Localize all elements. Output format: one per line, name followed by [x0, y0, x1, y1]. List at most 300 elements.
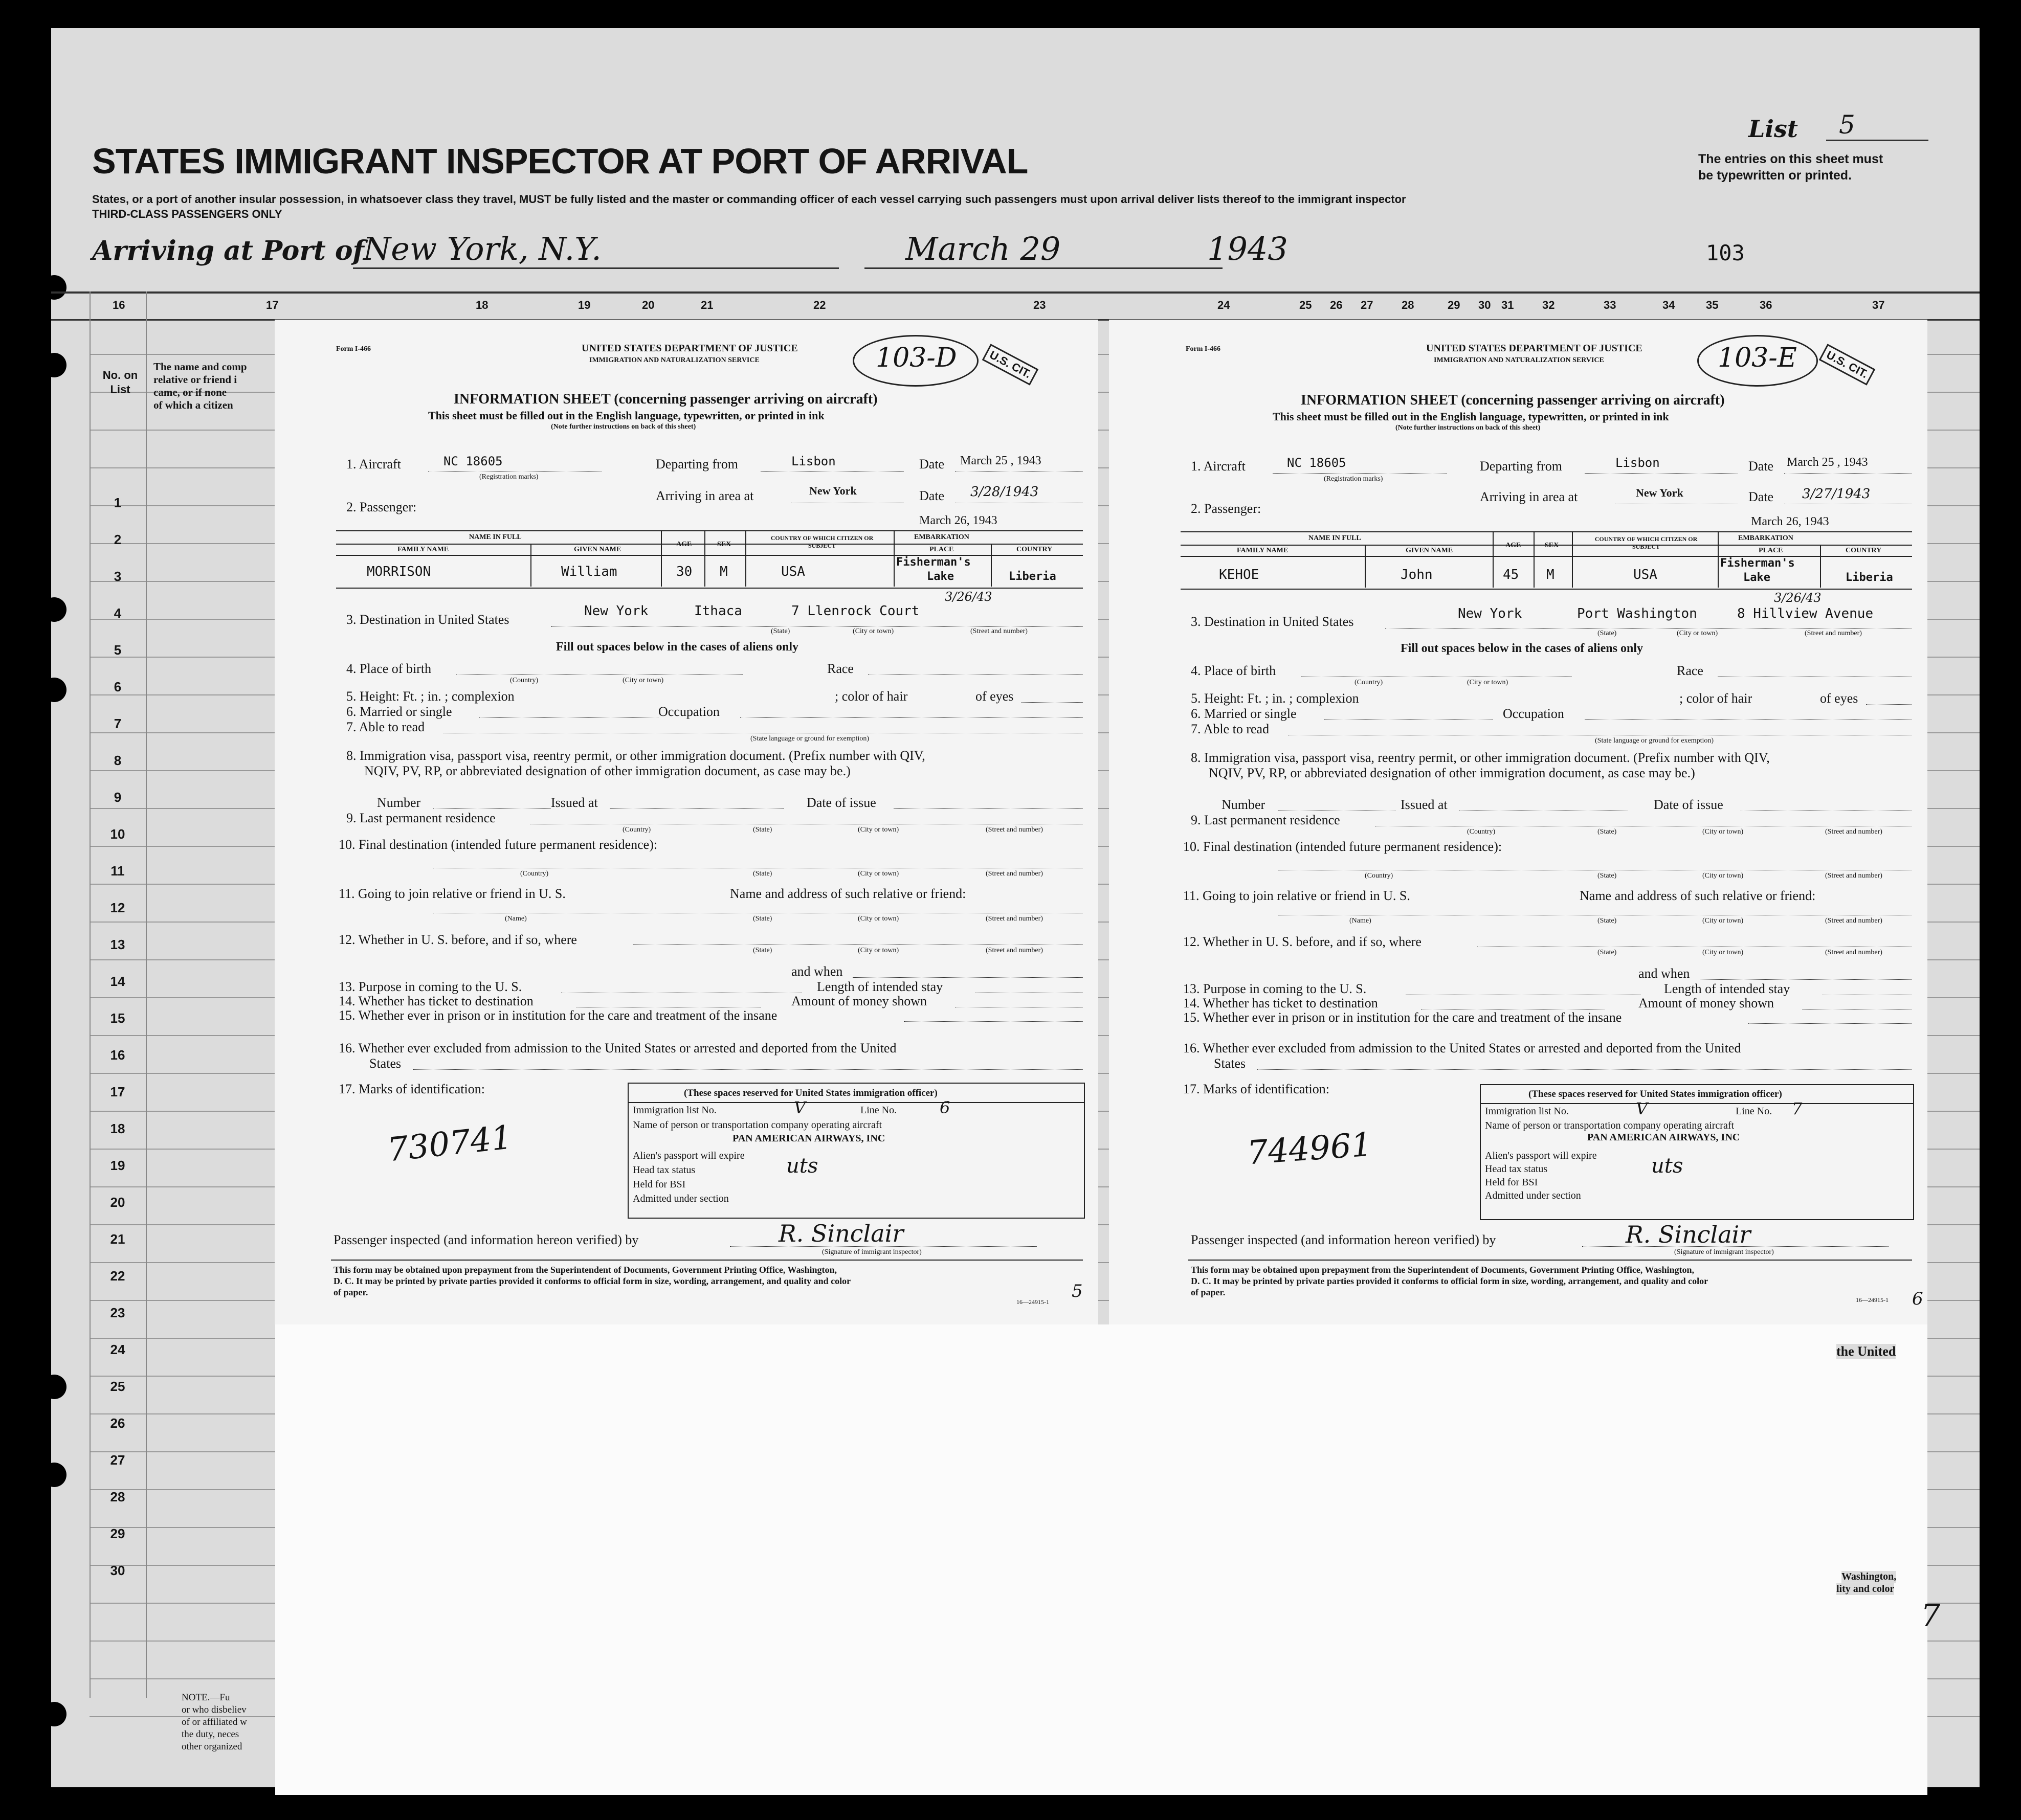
street-label: (Street and number)	[986, 915, 1043, 923]
col-header: 26	[1330, 299, 1343, 311]
q7-label: 7. Able to read	[346, 720, 425, 734]
street-label: (Street and number)	[970, 627, 1028, 635]
city-label: (City or town)	[1702, 949, 1744, 956]
q16-line	[413, 1069, 1083, 1070]
row-number: 10	[110, 826, 125, 842]
table-col-rule	[1365, 545, 1366, 588]
state-label: (State)	[753, 826, 772, 834]
operator-value: PAN AMERICAN AIRWAYS, INC	[732, 1133, 885, 1144]
margin-mark: 7	[1921, 1598, 1941, 1634]
sex-value: M	[720, 564, 728, 579]
q11-label: 11. Going to join relative or friend in U. S.	[339, 886, 566, 901]
date-label: Date	[1748, 489, 1774, 504]
information-sheet-a	[275, 320, 1098, 1324]
table-col-rule	[745, 530, 746, 587]
stay-label: Length of intended stay	[1664, 981, 1790, 996]
footer-line-3: of paper.	[334, 1287, 368, 1297]
number-label: Number	[1222, 797, 1265, 812]
imm-list-value: V	[794, 1098, 806, 1117]
col-header: 24	[1217, 299, 1230, 311]
arrive-date-value: 3/28/1943	[970, 484, 1039, 500]
embarkation-header: EMBARKATION	[1738, 534, 1793, 542]
form-heading: INFORMATION SHEET (concerning passenger arriving on aircraft)	[1301, 392, 1725, 408]
country-label: (Country)	[1467, 828, 1496, 836]
dest-date-note: 3/26/43	[1774, 591, 1822, 605]
table-col-rule	[1534, 531, 1535, 588]
form-instructions: This sheet must be filled out in the English language, typewritten, or printed in ink	[428, 409, 825, 422]
lang-label: (State language or ground for exemption)	[750, 735, 870, 743]
place-value-2: Lake	[1743, 571, 1770, 584]
age-header: AGE	[1505, 542, 1521, 549]
eyes-label: of eyes	[1820, 691, 1858, 706]
head-tax-label: Head tax status	[1485, 1163, 1548, 1175]
row-number: 26	[110, 1415, 125, 1431]
footnote-line: the duty, neces	[182, 1729, 239, 1740]
state-label: (State)	[753, 915, 772, 923]
line-no-label: Line No.	[860, 1105, 897, 1116]
citizen-header: COUNTRY OF WHICH CITIZEN OR SUBJECT	[770, 534, 874, 549]
q5-label: 5. Height: Ft. ; in. ; complexion	[346, 689, 515, 704]
country-header: COUNTRY	[1016, 546, 1053, 553]
q6-label: 6. Married or single	[1191, 706, 1297, 721]
col-header: 18	[476, 299, 488, 311]
q3-line	[551, 626, 1083, 627]
table-col-rule	[1572, 531, 1573, 588]
country-label: (Country)	[1365, 872, 1393, 880]
row-number: 6	[114, 679, 122, 694]
citizen-value: USA	[781, 564, 805, 579]
eyes-line	[1021, 702, 1083, 703]
state-label: (State)	[1597, 917, 1617, 925]
list-number: 5	[1826, 110, 1928, 141]
date-depart-value: March 25 , 1943	[960, 454, 1041, 467]
us-cit-stamp: U.S. CIT.	[982, 344, 1039, 386]
page-title: STATES IMMIGRANT INSPECTOR AT PORT OF ARRIVAL	[92, 141, 1028, 181]
q16b-label: States	[369, 1056, 402, 1071]
footer-line-1: This form may be obtained upon prepayment from the Superintendent of Documents, Government Printing Office, Washington,	[1191, 1265, 1695, 1275]
admitted-label: Admitted under section	[1485, 1190, 1581, 1201]
row-number: 17	[110, 1084, 125, 1099]
q14-label: 14. Whether has ticket to destination	[339, 994, 534, 1008]
subtitle-line-1: States, or a port of another insular possession, in whatsoever class they travel, MUST be fully listed and the master or commanding officer of each vessel carrying such passengers must upon arrival deliver lists thereof to the immigrant inspector	[92, 193, 1406, 206]
sex-header: SEX	[717, 541, 731, 548]
row-number: 11	[110, 863, 125, 879]
q4-label: 4. Place of birth	[346, 661, 432, 676]
table-col-rule	[1493, 531, 1494, 588]
entries-note-2: be typewritten or printed.	[1698, 168, 1852, 183]
q15-label: 15. Whether ever in prison or in institution for the care and treatment of the insane	[339, 1008, 778, 1023]
place-value-1: Fisherman's	[1720, 557, 1795, 570]
operator-value: PAN AMERICAN AIRWAYS, INC	[1587, 1132, 1740, 1143]
table-col-rule	[1820, 545, 1821, 588]
arriving-label: Arriving in area at	[1480, 489, 1578, 504]
city-label: (City or town)	[623, 677, 664, 684]
money-label: Amount of money shown	[791, 994, 927, 1008]
signature-label: (Signature of immigrant inspector)	[822, 1248, 922, 1256]
q17-label: 17. Marks of identification:	[1183, 1082, 1329, 1096]
line-no-value: 6	[940, 1098, 950, 1117]
age-value: 30	[676, 564, 693, 579]
form-note: (Note further instructions on back of this sheet)	[551, 423, 696, 431]
date-typed: March 26, 1943	[919, 514, 997, 527]
inspector-signature: R. Sinclair	[779, 1220, 904, 1247]
arrive-date-value: 3/27/1943	[1802, 486, 1871, 502]
q11-label: 11. Going to join relative or friend in U. S.	[1183, 888, 1410, 903]
subtitle-line-2: THIRD-CLASS PASSENGERS ONLY	[92, 208, 282, 220]
age-header: AGE	[676, 541, 692, 548]
date-label: Date	[919, 457, 945, 471]
row-number: 13	[110, 937, 125, 952]
dest-date-note: 3/26/43	[945, 590, 992, 604]
us-cit-stamp: U.S. CIT.	[1819, 344, 1876, 386]
form-number: Form I-466	[336, 345, 371, 353]
aliens-note: Fill out spaces below in the cases of aliens only	[1401, 642, 1644, 655]
sex-value: M	[1546, 567, 1554, 582]
q16-line	[1257, 1069, 1912, 1070]
marks-of-identification: 744961	[1246, 1126, 1373, 1173]
street-label: (Street and number)	[986, 870, 1043, 878]
q8a-label: 8. Immigration visa, passport visa, reentry permit, or other immigration document. (Prefix number with QIV,	[1191, 750, 1770, 765]
occupation-label: Occupation	[658, 704, 720, 719]
row-number: 19	[110, 1158, 125, 1173]
blank-paper-insert	[275, 1324, 1927, 1795]
name-label: (Name)	[505, 915, 527, 923]
right-fragment: the United	[1836, 1344, 1896, 1359]
row-number: 24	[110, 1342, 125, 1357]
q13-label: 13. Purpose in coming to the U. S.	[1183, 981, 1367, 996]
q4-label: 4. Place of birth	[1191, 663, 1276, 678]
signature-label: (Signature of immigrant inspector)	[1674, 1248, 1774, 1256]
row-number: 23	[110, 1305, 125, 1320]
q8a-label: 8. Immigration visa, passport visa, reentry permit, or other immigration document. (Prefix number with QIV,	[346, 748, 925, 763]
reserved-label: (These spaces reserved for United States immigration officer)	[1528, 1089, 1782, 1099]
right-fragment: Washington,	[1841, 1571, 1897, 1582]
table-col-rule	[704, 530, 705, 587]
occupation-label: Occupation	[1503, 706, 1564, 721]
street-label: (Street and number)	[1825, 917, 1882, 925]
given-name-header: GIVEN NAME	[1406, 547, 1453, 554]
row-number: 28	[110, 1489, 125, 1504]
q1-label: 1. Aircraft	[1191, 459, 1246, 474]
table-col-rule	[991, 544, 992, 587]
q15-line	[904, 1021, 1083, 1022]
city-label: (City or town)	[853, 627, 894, 635]
q2-label: 2. Passenger:	[1191, 501, 1261, 516]
when-line	[1700, 979, 1912, 980]
col-header: 16	[113, 299, 125, 311]
row-number: 1	[114, 495, 122, 510]
information-sheet-b	[1109, 320, 1927, 1324]
no-on-list-header: No. on List	[102, 369, 138, 396]
aliens-note: Fill out spaces below in the cases of aliens only	[556, 640, 799, 654]
city-label: (City or town)	[1677, 630, 1718, 637]
q17-label: 17. Marks of identification:	[339, 1082, 485, 1096]
q12-label: 12. Whether in U. S. before, and if so, where	[339, 932, 577, 947]
street-label: (Street and number)	[1825, 949, 1882, 956]
arrival-date: March 29	[864, 230, 1223, 269]
page-subtitle	[92, 192, 1406, 221]
q6-line	[479, 717, 658, 718]
lang-label: (State language or ground for exemption)	[1595, 737, 1714, 745]
given-name-value: William	[561, 564, 617, 579]
q11b-label: Name and address of such relative or friend:	[1580, 888, 1816, 903]
arriving-label: Arriving at Port of	[92, 235, 364, 266]
reg-marks-label: (Registration marks)	[479, 473, 539, 481]
when-label: and when	[1638, 966, 1690, 981]
q9-label: 9. Last permanent residence	[346, 811, 496, 825]
passenger-table	[336, 530, 1083, 589]
footer-line-3: of paper.	[1191, 1287, 1226, 1297]
city-label: (City or town)	[1702, 828, 1744, 836]
head-tax-value: uts	[786, 1154, 818, 1178]
row-number: 22	[110, 1268, 125, 1284]
left-column-text	[153, 361, 271, 412]
arriving-label: Arriving in area at	[656, 488, 754, 503]
q11b-label: Name and address of such relative or friend:	[730, 886, 966, 901]
state-label: (State)	[753, 870, 772, 878]
q16a-label: 16. Whether ever excluded from admission to the United States or arrested and deported from the United	[339, 1041, 897, 1055]
eyes-line	[1866, 704, 1912, 705]
inspected-label: Passenger inspected (and information hereon verified) by	[1191, 1232, 1496, 1247]
state-label: (State)	[1597, 630, 1617, 637]
service-name: IMMIGRATION AND NATURALIZATION SERVICE	[589, 356, 760, 364]
q15-label: 15. Whether ever in prison or in institution for the care and treatment of the insane	[1183, 1010, 1622, 1025]
q16b-label: States	[1214, 1056, 1246, 1071]
state-label: (State)	[1597, 872, 1617, 880]
q8b-label: NQIV, PV, RP, or abbreviated designation of other immigration document, as case may be.)	[364, 763, 851, 778]
col-header: 20	[642, 299, 655, 311]
race-label: Race	[1677, 663, 1703, 678]
arrival-year: 1943	[1207, 230, 1288, 267]
citizen-header: COUNTRY OF WHICH CITIZEN OR SUBJECT	[1594, 535, 1698, 550]
margin-mark: 5	[1072, 1281, 1083, 1301]
place-value-1: Fisherman's	[896, 556, 971, 569]
table-col-rule	[894, 530, 895, 587]
city-label: (City or town)	[1702, 872, 1744, 880]
q3-label: 3. Destination in United States	[1191, 614, 1354, 629]
row-number: 21	[110, 1231, 125, 1247]
footnote-line: NOTE.—Fu	[182, 1692, 230, 1703]
occupation-line	[740, 717, 1083, 718]
form-number: Form I-466	[1186, 345, 1221, 353]
q5-label: 5. Height: Ft. ; in. ; complexion	[1191, 691, 1359, 706]
left-col-line: relative or friend i	[153, 373, 237, 386]
footnote-line: or who disbeliev	[182, 1704, 247, 1715]
country-header: COUNTRY	[1846, 547, 1882, 554]
dest-city-value: Port Washington	[1577, 606, 1697, 621]
table-col-rule	[1718, 531, 1719, 588]
dest-street-value: 7 Llenrock Court	[791, 603, 920, 619]
margin-mark: 6	[1912, 1289, 1923, 1309]
column-header-row	[51, 291, 1980, 321]
city-label: (City or town)	[858, 826, 899, 834]
passport-exp-label: Alien's passport will expire	[633, 1150, 745, 1161]
row-number: 20	[110, 1195, 125, 1210]
form-note: (Note further instructions on back of this sheet)	[1395, 424, 1541, 432]
imm-list-label: Immigration list No.	[1485, 1106, 1569, 1117]
name-label: (Name)	[1349, 917, 1371, 925]
col-header: 36	[1760, 299, 1772, 311]
col-header: 17	[266, 299, 279, 311]
street-label: (Street and number)	[1825, 828, 1882, 836]
family-name-header: FAMILY NAME	[1237, 547, 1289, 554]
col-header: 27	[1361, 299, 1373, 311]
state-label: (State)	[1597, 828, 1617, 836]
table-rule	[336, 555, 1083, 556]
left-col-line: of which a citizen	[153, 399, 233, 411]
state-label: (State)	[771, 627, 790, 635]
departing-label: Departing from	[1480, 459, 1563, 474]
place-header: PLACE	[1759, 547, 1783, 554]
col-header: 25	[1299, 299, 1312, 311]
row-number: 3	[114, 569, 122, 584]
dept-name: UNITED STATES DEPARTMENT OF JUSTICE	[1426, 343, 1642, 354]
admitted-label: Admitted under section	[633, 1193, 729, 1204]
number-label: Number	[377, 795, 421, 810]
q1-label: 1. Aircraft	[346, 457, 401, 471]
arrive-area-value: New York	[1636, 486, 1683, 499]
race-label: Race	[827, 661, 854, 676]
col-header: 23	[1033, 299, 1046, 311]
entries-note-1: The entries on this sheet must	[1698, 152, 1883, 166]
held-bsi-label: Held for BSI	[1485, 1177, 1538, 1188]
marks-of-identification: 730741	[385, 1118, 514, 1170]
country-label: (Country)	[623, 826, 651, 834]
q15-line	[1748, 1023, 1912, 1024]
number-line	[433, 808, 551, 809]
dest-state-value: New York	[1458, 606, 1522, 621]
col-header: 30	[1478, 299, 1491, 311]
city-label: (City or town)	[1702, 917, 1744, 925]
form-heading: INFORMATION SHEET (concerning passenger arriving on aircraft)	[454, 391, 878, 407]
footer-line-1: This form may be obtained upon prepayment from the Superintendent of Documents, Government Printing Office, Washington,	[334, 1265, 837, 1275]
row-number: 14	[110, 974, 125, 989]
row-number: 15	[110, 1010, 125, 1026]
id-mark: 103-E	[1718, 343, 1797, 373]
family-name-header: FAMILY NAME	[397, 546, 449, 553]
table-rule	[336, 544, 1083, 545]
eyes-label: of eyes	[975, 689, 1014, 704]
footer-rule	[1188, 1260, 1912, 1261]
inspector-signature: R. Sinclair	[1626, 1221, 1751, 1248]
head-tax-label: Head tax status	[633, 1164, 696, 1176]
age-value: 45	[1503, 567, 1519, 582]
q13-label: 13. Purpose in coming to the U. S.	[339, 979, 522, 994]
street-label: (Street and number)	[1805, 630, 1862, 637]
left-col-line: came, or if none	[153, 386, 227, 398]
footer-line-2: D. C. It may be printed by private parties provided it conforms to official form in size, wording, arrangement, and quality and color	[334, 1276, 851, 1286]
footer-rule	[331, 1260, 1083, 1261]
q14-label: 14. Whether has ticket to destination	[1183, 996, 1378, 1010]
sheet-number: 103	[1706, 240, 1745, 265]
service-name: IMMIGRATION AND NATURALIZATION SERVICE	[1434, 356, 1604, 364]
money-label: Amount of money shown	[1638, 996, 1774, 1010]
q8b-label: NQIV, PV, RP, or abbreviated designation of other immigration document, as case may be.)	[1209, 766, 1695, 780]
date-issue-line	[894, 808, 1083, 809]
q2-label: 2. Passenger:	[346, 500, 417, 514]
country-label: (Country)	[510, 677, 539, 684]
sex-header: SEX	[1545, 542, 1559, 549]
q9-label: 9. Last permanent residence	[1191, 813, 1340, 827]
row-number: 29	[110, 1526, 125, 1541]
col-header: 19	[578, 299, 591, 311]
arrive-area-value: New York	[809, 484, 857, 497]
row-number: 7	[114, 716, 122, 731]
col-header: 35	[1706, 299, 1719, 311]
table-col-rule	[661, 530, 662, 587]
issued-at-label: Issued at	[1401, 797, 1448, 812]
street-label: (Street and number)	[1825, 872, 1882, 880]
col-header: 37	[1872, 299, 1885, 311]
col-header: 31	[1501, 299, 1514, 311]
date-label: Date	[919, 488, 945, 503]
operator-label: Name of person or transportation company operating aircraft	[1485, 1120, 1735, 1131]
print-code: 16—24915-1	[1856, 1296, 1889, 1304]
form-instructions: This sheet must be filled out in the English language, typewritten, or printed in ink	[1273, 410, 1669, 423]
citizen-value: USA	[1633, 567, 1657, 582]
arrival-port: New York, N.Y.	[353, 230, 839, 269]
left-col-line: The name and comp	[153, 361, 247, 373]
table-col-rule	[530, 544, 531, 587]
row-number: 25	[110, 1379, 125, 1394]
dest-state-value: New York	[584, 603, 649, 619]
hair-label: ; color of hair	[1679, 691, 1752, 706]
row-number: 27	[110, 1452, 125, 1468]
imm-list-value: V	[1636, 1099, 1648, 1118]
given-name-header: GIVEN NAME	[574, 546, 621, 553]
q12-label: 12. Whether in U. S. before, and if so, where	[1183, 934, 1422, 949]
row-number: 16	[110, 1047, 125, 1063]
date-typed: March 26, 1943	[1751, 515, 1829, 528]
name-in-full-header: NAME IN FULL	[1308, 534, 1361, 542]
country-value: Liberia	[1009, 570, 1056, 583]
ledger-footnote	[182, 1692, 247, 1753]
when-line	[853, 977, 1083, 978]
dest-street-value: 8 Hillview Avenue	[1737, 606, 1874, 621]
date-line	[1784, 473, 1912, 474]
officer-box-rule	[1480, 1103, 1914, 1104]
col-header: 32	[1542, 299, 1555, 311]
state-label: (State)	[1597, 949, 1617, 956]
state-label: (State)	[753, 947, 772, 954]
operator-label: Name of person or transportation company operating aircraft	[633, 1119, 882, 1131]
col-header: 34	[1662, 299, 1675, 311]
dept-name: UNITED STATES DEPARTMENT OF JUSTICE	[582, 343, 798, 354]
row-number: 4	[114, 605, 122, 621]
inspected-label: Passenger inspected (and information hereon verified) by	[334, 1232, 639, 1247]
head-tax-value: uts	[1651, 1154, 1683, 1178]
street-label: (Street and number)	[986, 826, 1043, 834]
table-rule	[1181, 556, 1912, 557]
right-fragment: lity and color	[1836, 1583, 1895, 1594]
q10-label: 10. Final destination (intended future permanent residence):	[1183, 839, 1502, 854]
issued-at-label: Issued at	[551, 795, 598, 810]
row-number: 2	[114, 532, 122, 547]
issued-at-line	[610, 808, 784, 809]
country-label: (Country)	[1354, 679, 1383, 686]
date-depart-value: March 25 , 1943	[1787, 456, 1868, 469]
place-header: PLACE	[929, 546, 954, 553]
dest-city-value: Ithaca	[694, 603, 742, 619]
depart-value: Lisbon	[1615, 456, 1660, 470]
q6-label: 6. Married or single	[346, 704, 452, 719]
footer-line-2: D. C. It may be printed by private parties provided it conforms to official form in size, wording, arrangement, and quality and color	[1191, 1276, 1708, 1286]
aircraft-line	[1273, 473, 1447, 474]
officer-box-rule	[628, 1102, 1084, 1103]
embarkation-header: EMBARKATION	[914, 533, 969, 541]
col-header: 28	[1402, 299, 1414, 311]
q10-label: 10. Final destination (intended future permanent residence):	[339, 837, 658, 852]
